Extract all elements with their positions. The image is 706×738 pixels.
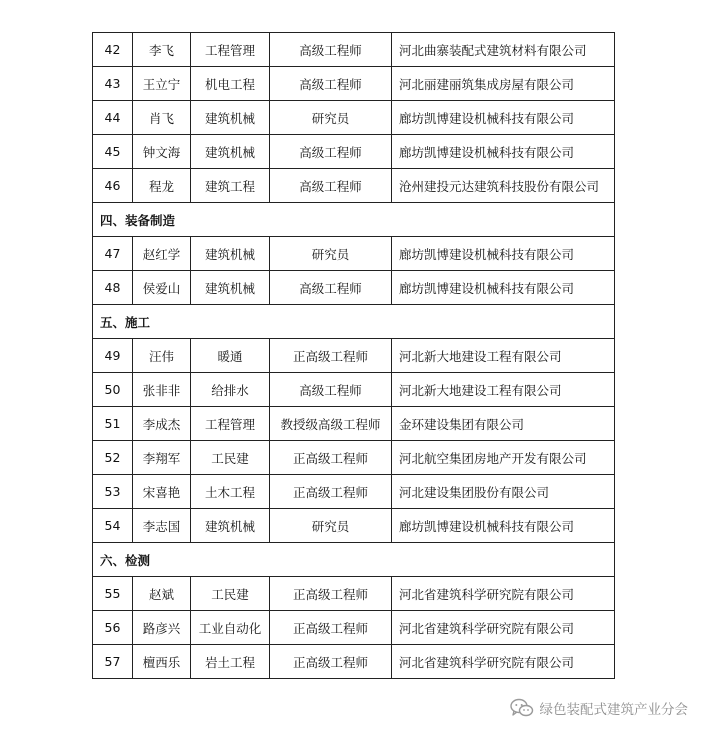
cell-name: 王立宁 xyxy=(133,67,191,101)
cell-name: 侯爱山 xyxy=(133,271,191,305)
cell-specialty: 建筑机械 xyxy=(191,271,270,305)
section-heading-row xyxy=(93,305,615,339)
cell-number: 48 xyxy=(93,271,133,305)
cell-organization: 廊坊凯博建设机械科技有限公司 xyxy=(392,101,615,135)
cell-title: 正高级工程师 xyxy=(270,441,392,475)
section-heading-row xyxy=(93,203,615,237)
section-heading: 五、施工 xyxy=(93,305,615,339)
table-row xyxy=(93,611,615,645)
cell-title: 正高级工程师 xyxy=(270,339,392,373)
cell-organization: 廊坊凯博建设机械科技有限公司 xyxy=(392,237,615,271)
cell-organization: 廊坊凯博建设机械科技有限公司 xyxy=(392,509,615,543)
table-row xyxy=(93,577,615,611)
cell-number: 44 xyxy=(93,101,133,135)
cell-title: 高级工程师 xyxy=(270,67,392,101)
cell-title: 研究员 xyxy=(270,509,392,543)
cell-number: 50 xyxy=(93,373,133,407)
cell-number: 49 xyxy=(93,339,133,373)
cell-organization: 沧州建投元达建筑科技股份有限公司 xyxy=(392,169,615,203)
cell-specialty: 建筑机械 xyxy=(191,135,270,169)
cell-name: 汪伟 xyxy=(133,339,191,373)
cell-name: 程龙 xyxy=(133,169,191,203)
cell-name: 檀西乐 xyxy=(133,645,191,679)
cell-number: 42 xyxy=(93,33,133,67)
cell-specialty: 机电工程 xyxy=(191,67,270,101)
cell-specialty: 建筑机械 xyxy=(191,101,270,135)
cell-organization: 河北航空集团房地产开发有限公司 xyxy=(392,441,615,475)
cell-specialty: 工民建 xyxy=(191,577,270,611)
cell-number: 43 xyxy=(93,67,133,101)
wechat-icon xyxy=(510,698,534,718)
cell-title: 正高级工程师 xyxy=(270,475,392,509)
cell-name: 李翔军 xyxy=(133,441,191,475)
cell-number: 47 xyxy=(93,237,133,271)
cell-organization: 河北省建筑科学研究院有限公司 xyxy=(392,577,615,611)
cell-organization: 河北新大地建设工程有限公司 xyxy=(392,339,615,373)
cell-specialty: 工业自动化 xyxy=(191,611,270,645)
section-heading: 六、检测 xyxy=(93,543,615,577)
cell-name: 宋喜艳 xyxy=(133,475,191,509)
cell-name: 钟文海 xyxy=(133,135,191,169)
cell-specialty: 建筑工程 xyxy=(191,169,270,203)
cell-specialty: 土木工程 xyxy=(191,475,270,509)
cell-number: 57 xyxy=(93,645,133,679)
cell-number: 45 xyxy=(93,135,133,169)
cell-organization: 河北丽建丽筑集成房屋有限公司 xyxy=(392,67,615,101)
cell-specialty: 建筑机械 xyxy=(191,237,270,271)
cell-organization: 河北建设集团股份有限公司 xyxy=(392,475,615,509)
cell-title: 研究员 xyxy=(270,237,392,271)
cell-name: 李飞 xyxy=(133,33,191,67)
cell-number: 55 xyxy=(93,577,133,611)
cell-name: 路彦兴 xyxy=(133,611,191,645)
cell-name: 李成杰 xyxy=(133,407,191,441)
cell-specialty: 暖通 xyxy=(191,339,270,373)
cell-organization: 河北新大地建设工程有限公司 xyxy=(392,373,615,407)
table-row xyxy=(93,67,615,101)
cell-specialty: 岩土工程 xyxy=(191,645,270,679)
table-row xyxy=(93,645,615,679)
roster-body xyxy=(93,33,615,679)
cell-organization: 河北省建筑科学研究院有限公司 xyxy=(392,645,615,679)
cell-organization: 廊坊凯博建设机械科技有限公司 xyxy=(392,135,615,169)
cell-title: 高级工程师 xyxy=(270,169,392,203)
cell-number: 52 xyxy=(93,441,133,475)
table-row xyxy=(93,339,615,373)
table-row xyxy=(93,135,615,169)
cell-title: 正高级工程师 xyxy=(270,611,392,645)
table-row xyxy=(93,237,615,271)
cell-title: 研究员 xyxy=(270,101,392,135)
cell-number: 51 xyxy=(93,407,133,441)
watermark-text: 绿色装配式建筑产业分会 xyxy=(539,702,688,718)
cell-title: 正高级工程师 xyxy=(270,577,392,611)
table-row xyxy=(93,271,615,305)
cell-name: 赵红学 xyxy=(133,237,191,271)
watermark xyxy=(510,698,689,718)
cell-title: 正高级工程师 xyxy=(270,645,392,679)
cell-number: 46 xyxy=(93,169,133,203)
cell-organization: 河北省建筑科学研究院有限公司 xyxy=(392,611,615,645)
table-row xyxy=(93,509,615,543)
cell-name: 李志国 xyxy=(133,509,191,543)
cell-title: 高级工程师 xyxy=(270,373,392,407)
cell-specialty: 工程管理 xyxy=(191,33,270,67)
cell-number: 56 xyxy=(93,611,133,645)
cell-specialty: 给排水 xyxy=(191,373,270,407)
table-row xyxy=(93,373,615,407)
cell-specialty: 建筑机械 xyxy=(191,509,270,543)
cell-specialty: 工程管理 xyxy=(191,407,270,441)
cell-title: 高级工程师 xyxy=(270,271,392,305)
section-heading-row xyxy=(93,543,615,577)
cell-name: 肖飞 xyxy=(133,101,191,135)
table-row xyxy=(93,33,615,67)
table-row xyxy=(93,101,615,135)
section-heading: 四、装备制造 xyxy=(93,203,615,237)
cell-organization: 金环建设集团有限公司 xyxy=(392,407,615,441)
cell-title: 教授级高级工程师 xyxy=(270,407,392,441)
cell-number: 53 xyxy=(93,475,133,509)
cell-organization: 河北曲寨装配式建筑材料有限公司 xyxy=(392,33,615,67)
table-row xyxy=(93,169,615,203)
cell-number: 54 xyxy=(93,509,133,543)
cell-name: 赵斌 xyxy=(133,577,191,611)
expert-roster-table xyxy=(92,32,615,679)
cell-specialty: 工民建 xyxy=(191,441,270,475)
cell-name: 张非非 xyxy=(133,373,191,407)
cell-title: 高级工程师 xyxy=(270,135,392,169)
table-row xyxy=(93,475,615,509)
cell-title: 高级工程师 xyxy=(270,33,392,67)
table-row xyxy=(93,407,615,441)
table-row xyxy=(93,441,615,475)
cell-organization: 廊坊凯博建设机械科技有限公司 xyxy=(392,271,615,305)
